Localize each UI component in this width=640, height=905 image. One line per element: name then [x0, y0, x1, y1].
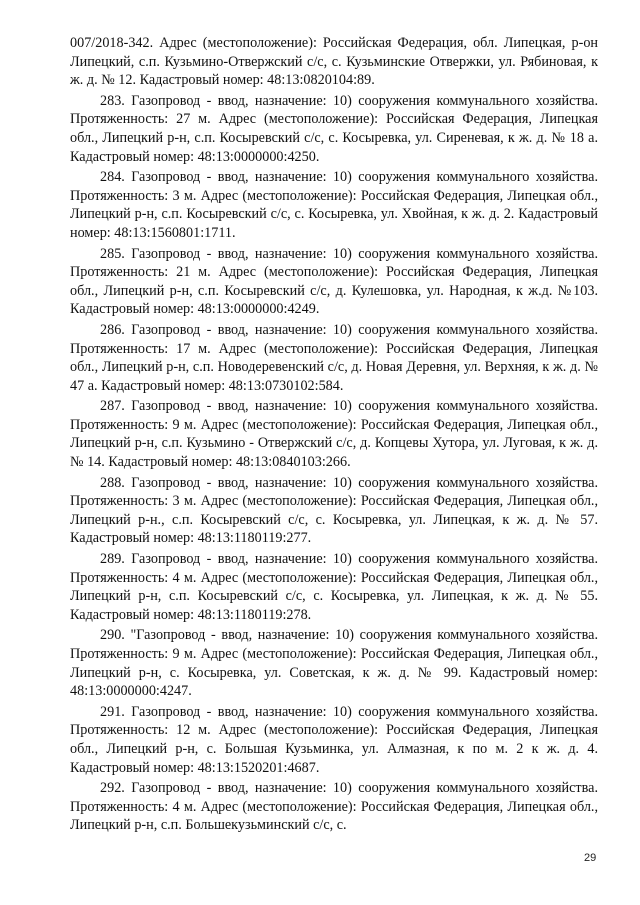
page-number: 29: [584, 852, 597, 864]
paragraph-item-290: 290. "Газопровод - ввод, назначение: 10) сооружения коммунального хозяйства. Протяженность: 9 м. Адрес (местоположение): Российская Федерация, Липецкая обл., Липецкий р-н, с. Косыревка, ул. Советская, к ж. д. № 99. Кадастровый номер: 48:13:0000000:4247.: [70, 627, 598, 700]
paragraph-item-286: 286. Газопровод - ввод, назначение: 10) сооружения коммунального хозяйства. Протяженность: 17 м. Адрес (местоположение): Российская Федерация, Липецкая обл., Липецкий р-н, с.п. Новодеревенский с/с, д. Новая Деревня, ул. Верхняя, к ж. д. № 47 а. Кадастровый номер: 48:13:0730102:584.: [70, 321, 598, 394]
paragraph-item-288: 288. Газопровод - ввод, назначение: 10) сооружения коммунального хозяйства. Протяженность: 3 м. Адрес (местоположение): Российская Федерация, Липецкая обл., Липецкий р-н., с.п. Косыревский с/с, с. Косыревка, ул. Липецкая, к ж. д. № 57. Кадастровый номер: 48:13:1180119:277.: [70, 474, 598, 547]
paragraph-item-291: 291. Газопровод - ввод, назначение: 10) сооружения коммунального хозяйства. Протяженность: 12 м. Адрес (местоположение): Российская Федерация, Липецкая обл., Липецкий р-н, с. Большая Кузьминка, ул. Алмазная, к по м. 2 к ж. д. 4. Кадастровый номер: 48:13:1520201:4687.: [70, 703, 598, 776]
paragraph-item-287: 287. Газопровод - ввод, назначение: 10) сооружения коммунального хозяйства. Протяженность: 9 м. Адрес (местоположение): Российская Федерация, Липецкая обл., Липецкий р-н, с.п. Кузьмино - Отвержский с/с, д. Копцевы Хутора, ул. Луговая, к ж. д. № 14. Кадастровый номер: 48:13:0840103:266.: [70, 398, 598, 471]
paragraph-item-285: 285. Газопровод - ввод, назначение: 10) сооружения коммунального хозяйства. Протяженность: 21 м. Адрес (местоположение): Российская Федерация, Липецкая обл., Липецкий р-н, с.п. Косыревский с/с, д. Кулешовка, ул. Народная, к ж.д. №103. Кадастровый номер: 48:13:0000000:4249.: [70, 245, 598, 318]
paragraph-item-289: 289. Газопровод - ввод, назначение: 10) сооружения коммунального хозяйства. Протяженность: 4 м. Адрес (местоположение): Российская Федерация, Липецкая обл., Липецкий р-н, с.п. Косыревский с/с, с. Косыревка, ул. Липецкая, к ж. д. № 55. Кадастровый номер: 48:13:1180119:278.: [70, 551, 598, 623]
paragraph-continuation: 007/2018-342. Адрес (местоположение): Российская Федерация, обл. Липецкая, р-он Липецкий, с.п. Кузьмино-Отвержский с/с, с. Кузьминские Отвержки, ул. Рябиновая, к ж. д. № 12. Кадастровый номер: 48:13:0820104:89.: [70, 35, 598, 89]
paragraph-item-283: 283. Газопровод - ввод, назначение: 10) сооружения коммунального хозяйства. Протяженность: 27 м. Адрес (местоположение): Российская Федерация, Липецкая обл., Липецкий р-н, с.п. Косыревский с/с, с. Косыревка, ул. Сиреневая, к ж. д. № 18 а. Кадастровый номер: 48:13:0000000:4250.: [70, 92, 598, 165]
paragraph-item-292: 292. Газопровод - ввод, назначение: 10) сооружения коммунального хозяйства. Протяженность: 4 м. Адрес (местоположение): Российская Федерация, Липецкая обл., Липецкий р-н, с.п. Большекузьминский с/с, с.: [70, 780, 598, 834]
paragraph-item-284: 284. Газопровод - ввод, назначение: 10) сооружения коммунального хозяйства. Протяженность: 3 м. Адрес (местоположение): Российская Федерация, Липецкая обл., Липецкий р-н, с.п. Косыревский с/с, с. Косыревка, ул. Хвойная, к ж. д. 2. Кадастровый номер: 48:13:1560801:1711.: [70, 169, 598, 241]
document-page: [70, 34, 598, 837]
